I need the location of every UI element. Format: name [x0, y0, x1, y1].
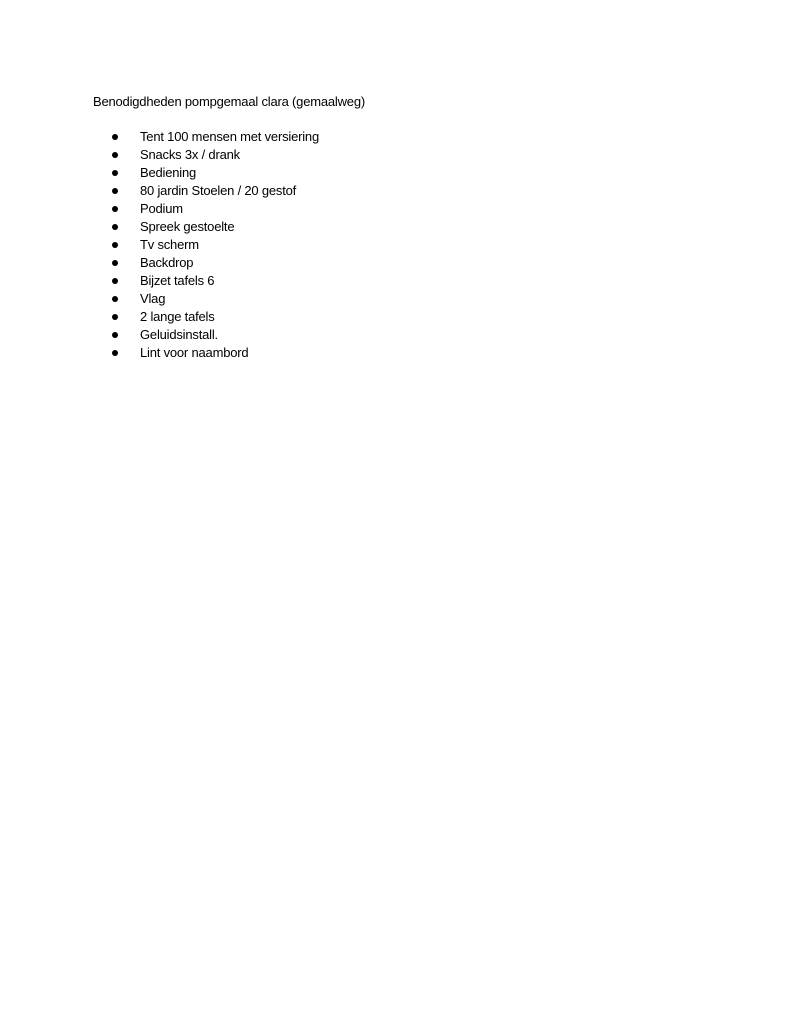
list-item-text: Tent 100 mensen met versiering: [140, 129, 319, 144]
list-item-text: Backdrop: [140, 255, 194, 270]
bullet-icon: [112, 206, 118, 212]
bullet-icon: [112, 170, 118, 176]
bullet-icon: [112, 224, 118, 230]
list-item-text: Lint voor naambord: [140, 345, 249, 360]
bullet-icon: [112, 278, 118, 284]
list-item-text: 80 jardin Stoelen / 20 gestof: [140, 183, 297, 198]
list-item-text: Spreek gestoelte: [140, 219, 235, 234]
bullet-icon: [112, 314, 118, 320]
bullet-icon: [112, 188, 118, 194]
list-item-text: Snacks 3x / drank: [140, 147, 240, 162]
bullet-icon: [112, 152, 118, 158]
list-item-text: Vlag: [140, 291, 166, 306]
bullet-icon: [112, 296, 118, 302]
list-item-text: Tv scherm: [140, 237, 199, 252]
bullet-icon: [112, 242, 118, 248]
bullet-icon: [112, 350, 118, 356]
list-item-text: Bediening: [140, 165, 197, 180]
list-item-text: 2 lange tafels: [140, 309, 215, 324]
document-heading: Benodigdheden pompgemaal clara (gemaalweg): [93, 94, 366, 109]
bullet-icon: [112, 260, 118, 266]
list-item-text: Podium: [140, 201, 183, 216]
bullet-icon: [112, 134, 118, 140]
list-item-text: Geluidsinstall.: [140, 327, 218, 342]
bullet-icon: [112, 332, 118, 338]
list-item-text: Bijzet tafels 6: [140, 273, 215, 288]
